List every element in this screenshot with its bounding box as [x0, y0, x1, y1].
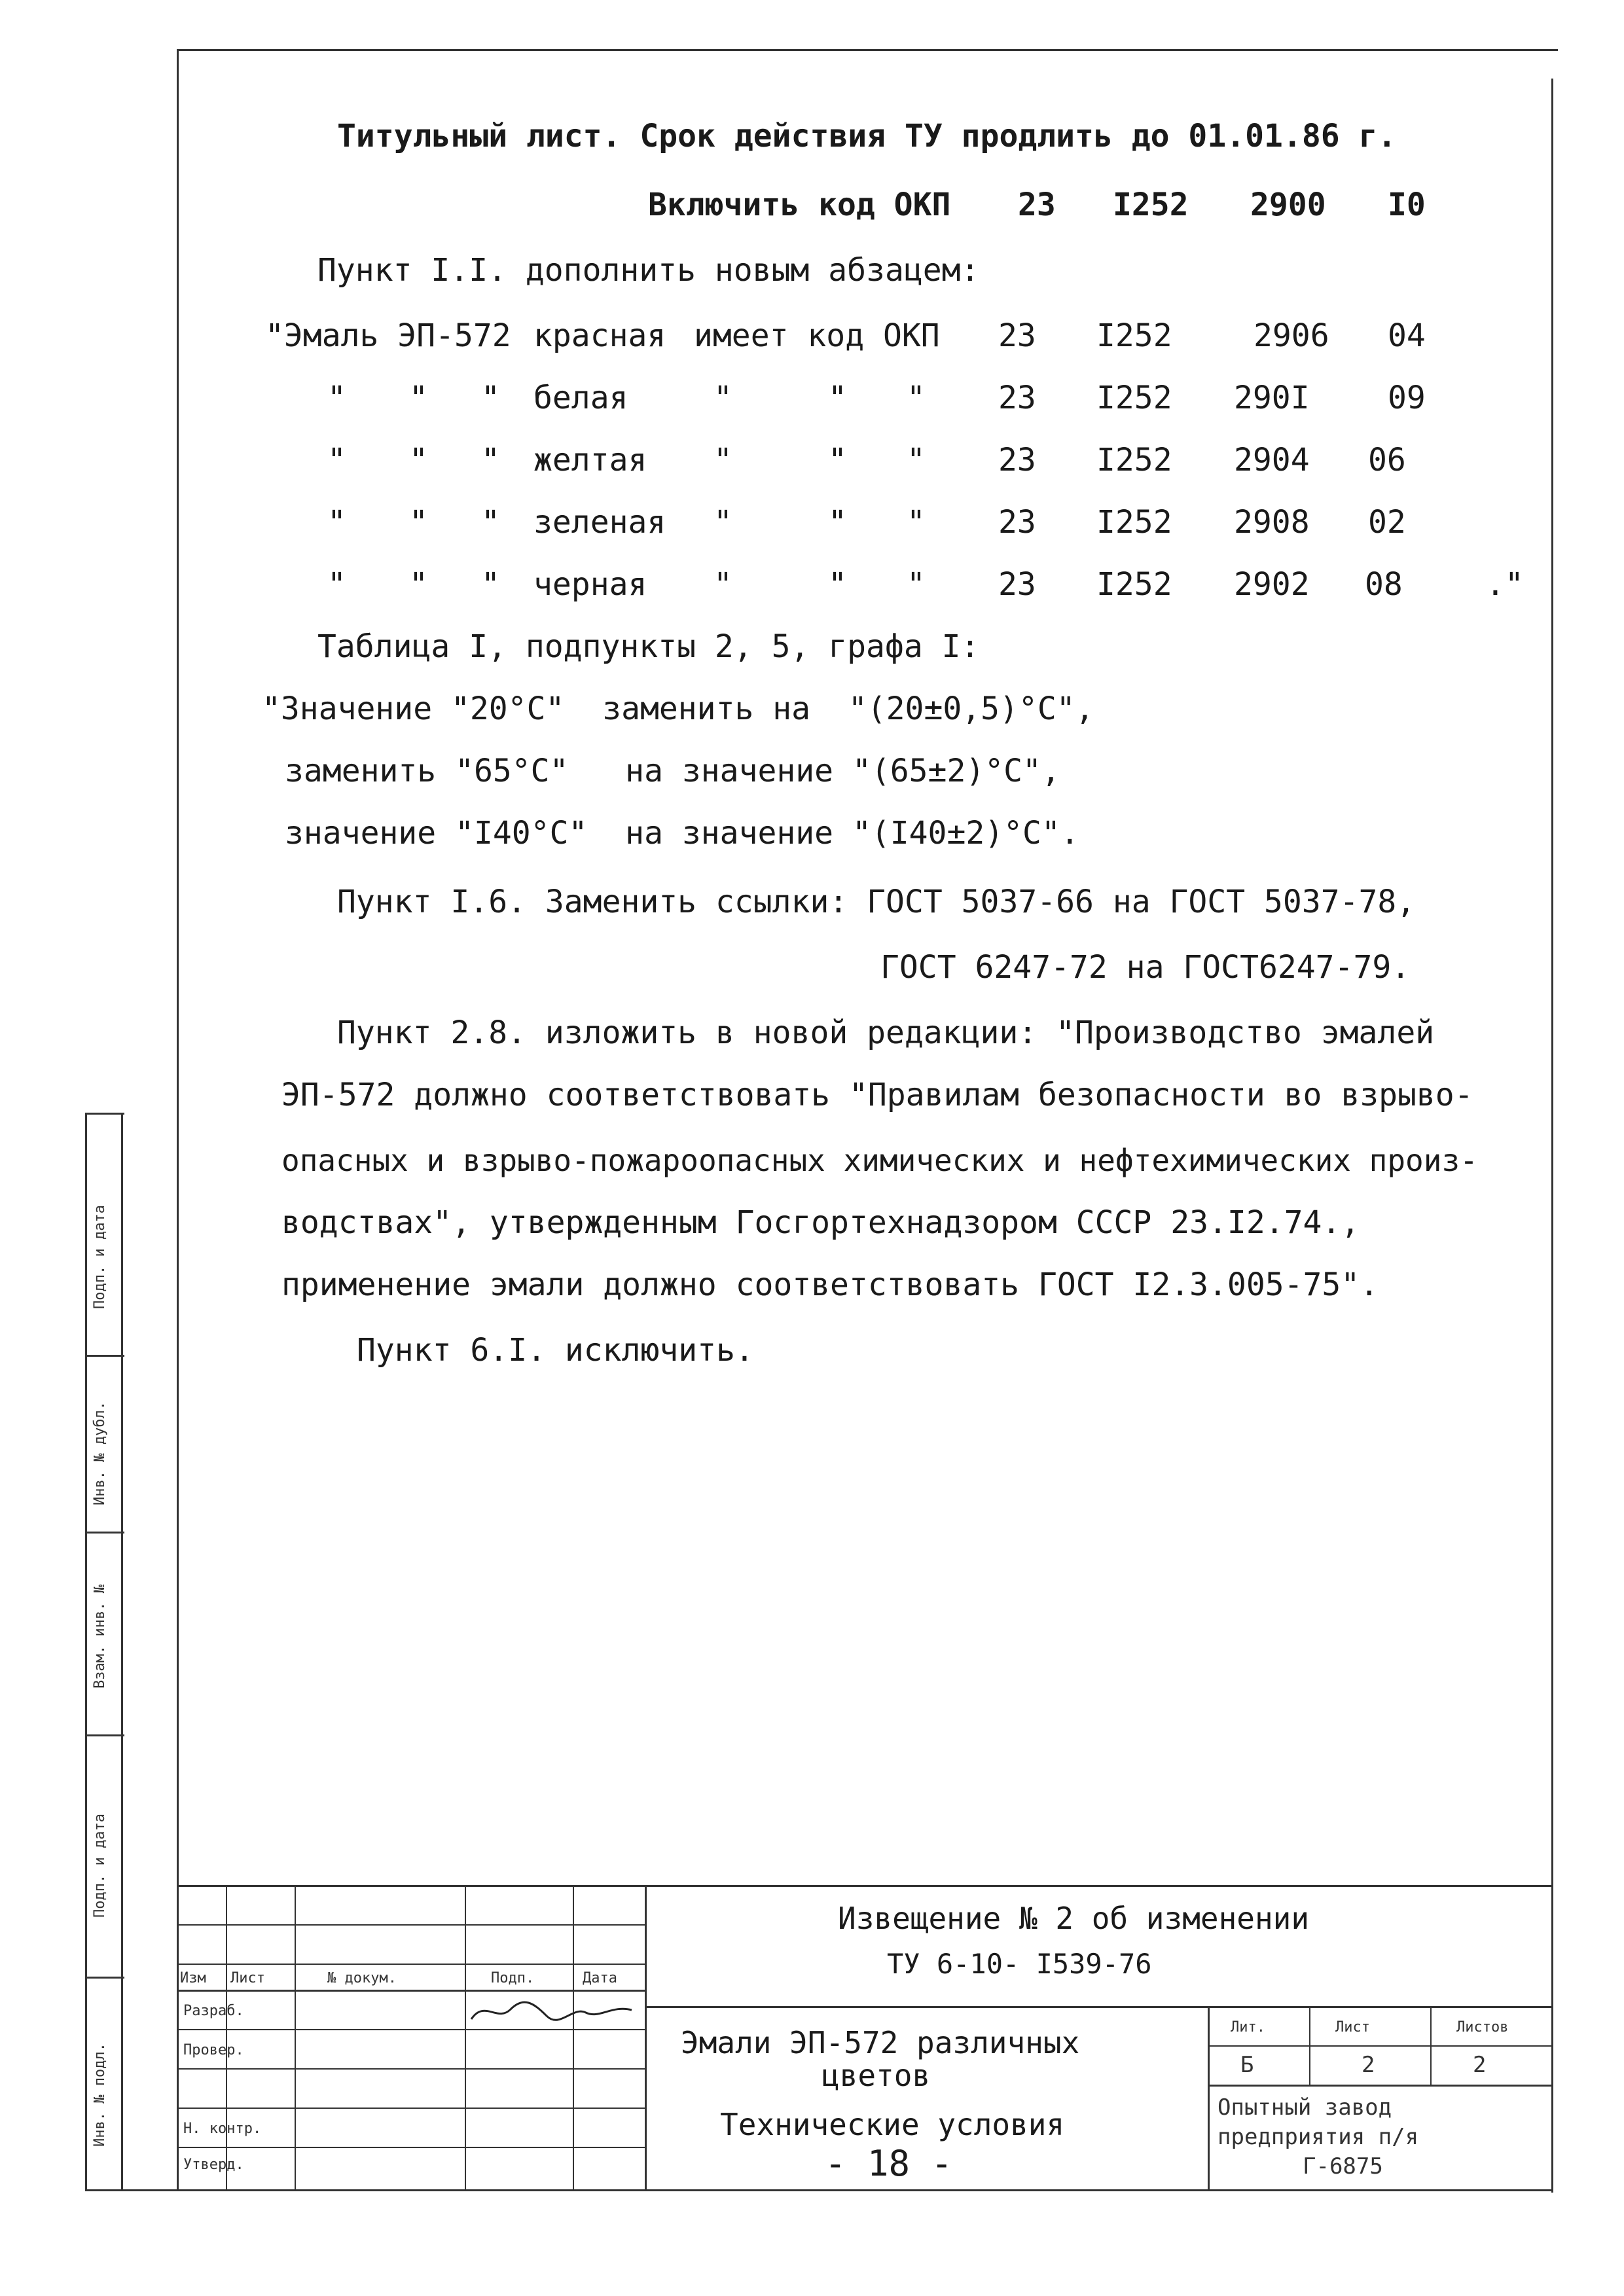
- clause-2-8-line-1: Пункт 2.8. изложить в новой редакции: "Производство эмалей: [337, 1014, 1435, 1051]
- enamel-3-code-4: 06: [1368, 442, 1406, 478]
- stamp-sheets-label: Листов: [1456, 2019, 1509, 2036]
- sidebar-left-line: [85, 1113, 87, 2191]
- sidebar-cell-1: [85, 1113, 124, 1115]
- frame-top: [177, 49, 1558, 51]
- stamp-sheet-value: 2: [1362, 2052, 1375, 2078]
- enamel-color-2: белая: [533, 380, 628, 416]
- ditto-4e: ": [828, 504, 847, 541]
- frame-bottom: [85, 2189, 1553, 2191]
- stamp-lit-label: Лит.: [1231, 2019, 1265, 2036]
- replace-line-2: заменить "65°С" на значение "(65±2)°С",: [285, 753, 1060, 789]
- enamel-3-code-2: I252: [1096, 442, 1172, 478]
- ditto-3f: ": [907, 442, 926, 478]
- stamp-grid-row3: [177, 1990, 645, 1992]
- clause-2-8-line-5: применение эмали должно соответствовать ГОСТ I2.3.005-75".: [281, 1266, 1379, 1303]
- enamel-2-code-1: 23: [998, 380, 1036, 416]
- frame-right: [1551, 79, 1553, 2193]
- enamel-3-code-1: 23: [998, 442, 1036, 478]
- ditto-5e: ": [828, 566, 847, 603]
- tu-number: ТУ 6-10- I539-76: [887, 1948, 1152, 1980]
- okp-code-4: I0: [1388, 187, 1426, 223]
- enamel-has-code: имеет код ОКП: [694, 317, 940, 354]
- ditto-4a: ": [327, 504, 346, 541]
- replace-line-3: значение "I40°С" на значение "(I40±2)°С".: [285, 815, 1079, 852]
- stamp-grid-col1: [226, 1885, 227, 2189]
- org-line-2: предприятия п/я: [1218, 2124, 1419, 2150]
- enamel-2-code-3: 290I: [1234, 380, 1310, 416]
- ditto-5c: ": [481, 566, 500, 603]
- ditto-4c: ": [481, 504, 500, 541]
- ditto-4b: ": [409, 504, 428, 541]
- stamp-left-divider: [645, 1885, 647, 2189]
- enamel-4-code-1: 23: [998, 504, 1036, 541]
- clause-6-1: Пункт 6.I. исключить.: [357, 1332, 754, 1369]
- spec-title: Технические условия: [720, 2107, 1065, 2142]
- stamp-lit-bottom: [1208, 2085, 1551, 2087]
- enamel-color-3: желтая: [533, 442, 647, 478]
- stamp-right-divider: [1208, 2006, 1210, 2189]
- stamp-row-norm-control: Н. контр.: [183, 2121, 262, 2137]
- sidebar-cell-4: [85, 1734, 124, 1736]
- sidebar-label-orig-inv: Инв. № подл.: [92, 2043, 108, 2147]
- okp-label: Включить код ОКП: [648, 187, 951, 223]
- stamp-lit-line: [1208, 2045, 1551, 2047]
- enamel-5-code-2: I252: [1096, 566, 1172, 603]
- frame-left: [177, 49, 179, 2189]
- enamel-color-5: черная: [533, 566, 647, 603]
- enamel-5-code-4: 08: [1365, 566, 1403, 603]
- stamp-grid-row2: [177, 1964, 645, 1965]
- sidebar-label-sign-date-1: Подп. и дата: [92, 1205, 108, 1309]
- ditto-5d: ": [713, 566, 732, 603]
- sidebar-cell-5: [85, 1977, 124, 1979]
- replace-line-1: "Значение "20°С" заменить на "(20±0,5)°С",: [262, 691, 1094, 727]
- sidebar-mid-line: [121, 1113, 123, 2191]
- stamp-col-header-change: Изм: [180, 1970, 206, 1986]
- clause-1-1: Пункт I.I. дополнить новым абзацем:: [317, 252, 980, 289]
- enamel-4-code-3: 2908: [1234, 504, 1310, 541]
- clause-1-6-b: ГОСТ 6247-72 на ГОСТ6247-79.: [880, 949, 1411, 986]
- stamp-grid-row6: [177, 2108, 645, 2109]
- product-name-line-2: цветов: [821, 2058, 931, 2093]
- stamp-lit-value: Б: [1240, 2052, 1254, 2078]
- clause-2-8-line-4: водствах", утвержденным Госгортехнадзором СССР 23.I2.74.,: [281, 1204, 1360, 1241]
- ditto-2b: ": [409, 380, 428, 416]
- clause-1-6-a: Пункт I.6. Заменить ссылки: ГОСТ 5037-66 на ГОСТ 5037-78,: [337, 884, 1416, 920]
- ditto-4d: ": [713, 504, 732, 541]
- stamp-col-header-date: Дата: [583, 1970, 617, 1986]
- enamel-1-code-2: I252: [1096, 317, 1172, 354]
- okp-code-2: I252: [1113, 187, 1189, 223]
- enamel-1-code-4: 04: [1388, 317, 1426, 354]
- ditto-2c: ": [481, 380, 500, 416]
- ditto-3c: ": [481, 442, 500, 478]
- sidebar-label-dup-inv: Инв. № дубл.: [92, 1401, 108, 1505]
- ditto-5b: ": [409, 566, 428, 603]
- notice-title: Извещение № 2 об изменении: [838, 1901, 1310, 1936]
- stamp-row-checked: Провер.: [183, 2042, 244, 2058]
- ditto-3b: ": [409, 442, 428, 478]
- stamp-col-header-sign: Подп.: [491, 1970, 535, 1986]
- enamel-4-code-4: 02: [1368, 504, 1406, 541]
- stamp-row-approved: Утверд.: [183, 2157, 244, 2173]
- org-line-3: Г-6875: [1303, 2153, 1383, 2179]
- enamel-1-code-1: 23: [998, 317, 1036, 354]
- enamel-2-code-4: 09: [1388, 380, 1426, 416]
- stamp-col-header-doc: № докум.: [327, 1970, 397, 1986]
- stamp-lit-col1: [1309, 2006, 1310, 2085]
- enamel-2-code-2: I252: [1096, 380, 1172, 416]
- stamp-grid-col3: [465, 1885, 466, 2189]
- ditto-2a: ": [327, 380, 346, 416]
- clause-2-8-line-3: опасных и взрыво-пожароопасных химических и нефтехимических произ-: [281, 1143, 1478, 1178]
- stamp-grid-row4: [177, 2029, 645, 2030]
- sidebar-label-repl-inv: Взам. инв. №: [92, 1585, 108, 1689]
- stamp-sheets-value: 2: [1473, 2052, 1487, 2078]
- enamel-intro: "Эмаль ЭП-572: [265, 317, 511, 354]
- stamp-grid-row5: [177, 2068, 645, 2070]
- product-name-line-1: Эмали ЭП-572 различных: [681, 2025, 1080, 2060]
- enamel-color-1: красная: [533, 317, 666, 354]
- stamp-top-line: [177, 1885, 1551, 1887]
- stamp-lit-col2: [1430, 2006, 1432, 2085]
- ditto-4f: ": [907, 504, 926, 541]
- enamel-4-code-2: I252: [1096, 504, 1172, 541]
- stamp-grid-col4: [573, 1885, 574, 2189]
- enamel-1-code-3: 2906: [1254, 317, 1329, 354]
- title-sheet-line: Титульный лист. Срок действия ТУ продлить до 01.01.86 г.: [337, 118, 1397, 154]
- stamp-grid-row7: [177, 2147, 645, 2148]
- signature: [468, 1993, 638, 2029]
- ditto-3a: ": [327, 442, 346, 478]
- enamel-3-code-3: 2904: [1234, 442, 1310, 478]
- enamel-5-code-3: 2902: [1234, 566, 1310, 603]
- enamel-5-code-1: 23: [998, 566, 1036, 603]
- okp-code-1: 23: [1018, 187, 1056, 223]
- stamp-col-header-sheet: Лист: [230, 1970, 265, 1986]
- ditto-2f: ": [907, 380, 926, 416]
- page-number: - 18 -: [825, 2143, 953, 2184]
- enamel-close-quote: .": [1486, 566, 1524, 603]
- ditto-2d: ": [713, 380, 732, 416]
- ditto-5f: ": [907, 566, 926, 603]
- stamp-grid-col2: [295, 1885, 296, 2189]
- clause-2-8-line-2: ЭП-572 должно соответствовать "Правилам безопасности во взрыво-: [281, 1077, 1473, 1113]
- stamp-sheet-label: Лист: [1335, 2019, 1370, 2036]
- sidebar-label-sign-date-2: Подп. и дата: [92, 1814, 108, 1918]
- ditto-3d: ": [713, 442, 732, 478]
- sidebar-cell-2: [85, 1355, 124, 1357]
- sidebar-cell-3: [85, 1532, 124, 1534]
- org-line-1: Опытный завод: [1218, 2094, 1392, 2121]
- ditto-3e: ": [828, 442, 847, 478]
- table-reference: Таблица I, подпункты 2, 5, графа I:: [317, 628, 980, 665]
- ditto-5a: ": [327, 566, 346, 603]
- stamp-mid-line: [645, 2006, 1551, 2008]
- okp-code-3: 2900: [1250, 187, 1326, 223]
- stamp-row-developed: Разраб.: [183, 2003, 244, 2019]
- enamel-color-4: зеленая: [533, 504, 666, 541]
- stamp-grid-row1: [177, 1924, 645, 1926]
- ditto-2e: ": [828, 380, 847, 416]
